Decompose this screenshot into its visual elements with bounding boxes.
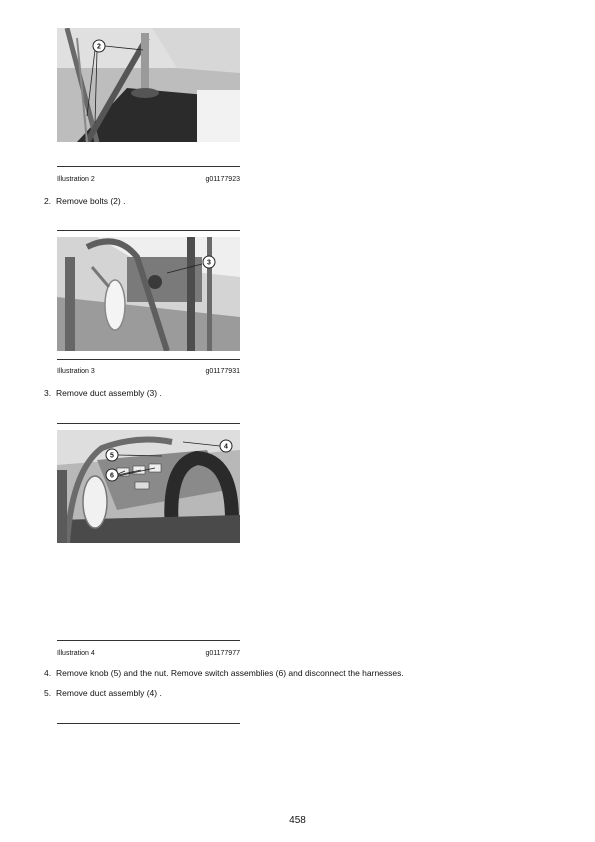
step-5 xyxy=(44,688,162,699)
caption-label: Illustration 2 xyxy=(57,176,95,183)
step-4 xyxy=(44,668,404,679)
step-number: 4. xyxy=(44,668,52,678)
callout-label: 3 xyxy=(207,259,211,267)
callout-label: 6 xyxy=(110,472,114,480)
caption-label: Illustration 4 xyxy=(57,650,95,657)
illustration-3-rule xyxy=(57,359,240,360)
illustration-4-photo xyxy=(57,430,240,543)
illustration-3-top-rule xyxy=(57,230,240,231)
page-number: 458 xyxy=(289,815,306,826)
step-number: 5. xyxy=(44,688,52,698)
callout-label: 2 xyxy=(97,43,101,51)
step-text: Remove duct assembly (4) . xyxy=(56,688,162,698)
illustration-4-caption xyxy=(57,649,240,658)
callout-label: 4 xyxy=(224,443,228,451)
caption-code: g01177977 xyxy=(205,650,240,657)
illustration-3-caption xyxy=(57,367,240,376)
step-2 xyxy=(44,196,125,207)
step-text: Remove knob (5) and the nut. Remove switch assemblies (6) and disconnect the harnesses. xyxy=(56,668,404,678)
illustration-4-top-rule xyxy=(57,423,240,424)
step-number: 3. xyxy=(44,388,52,398)
callout-label: 5 xyxy=(110,452,114,460)
illustration-4-rule xyxy=(57,640,240,641)
illustration-2-rule xyxy=(57,166,240,167)
illustration-2-caption xyxy=(57,175,240,184)
step-number: 2. xyxy=(44,196,52,206)
caption-code: g01177931 xyxy=(205,368,240,375)
step-3 xyxy=(44,388,162,399)
illustration-2-photo xyxy=(57,28,240,142)
step-text: Remove duct assembly (3) . xyxy=(56,388,162,398)
caption-code: g01177923 xyxy=(205,176,240,183)
step-text: Remove bolts (2) . xyxy=(56,196,126,206)
caption-label: Illustration 3 xyxy=(57,368,95,375)
next-figure-top-rule xyxy=(57,723,240,724)
illustration-3-photo xyxy=(57,237,240,351)
